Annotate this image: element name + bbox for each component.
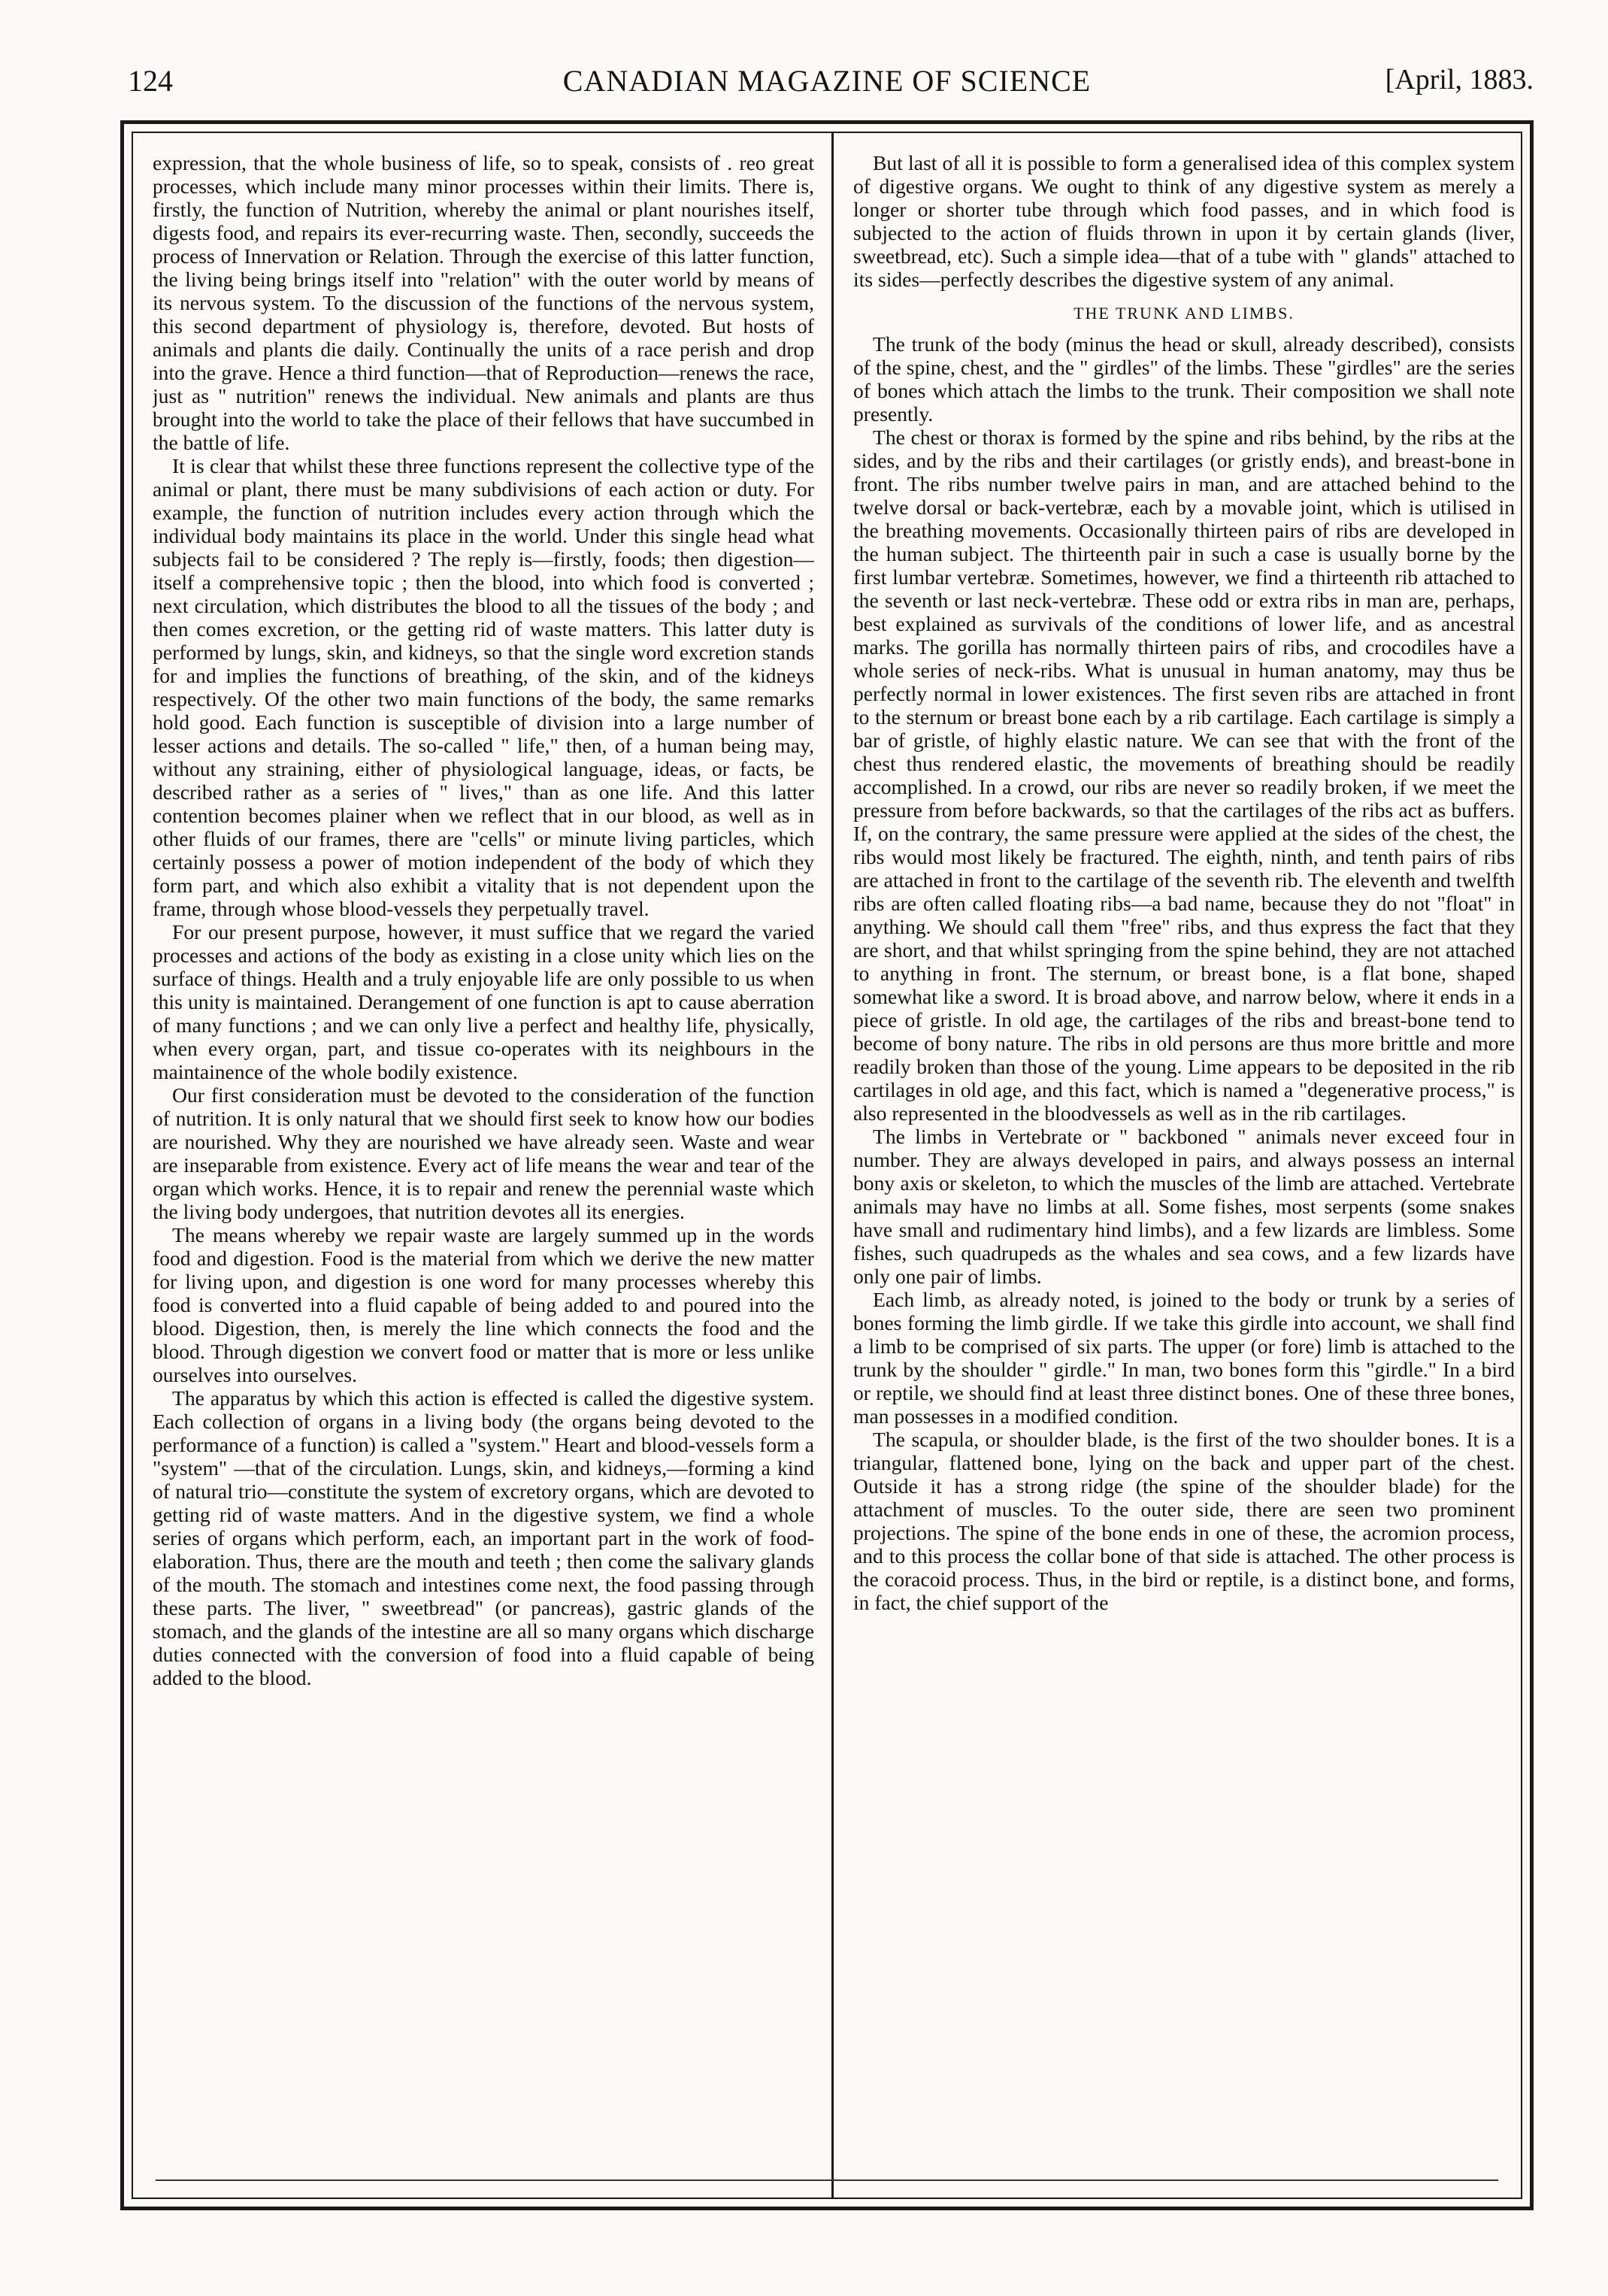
paragraph: Our first consideration must be devoted to the consideration of the function of nutrition. It is only natural that we should first seek to know how our bodies are nourished. Why they are nourished we have already seen. Waste and wear are inseparable from existence. Every act of life means the wear and tear of the organ which works. Hence, it is to repair and renew the perennial waste which the living body undergoes, that nutrition devotes all its energies. bbox=[153, 1083, 814, 1223]
paragraph: For our present purpose, however, it must suffice that we regard the varied processes and actions of the body as existing in a close unity which lies on the surface of things. Health and a truly enjoyable life are only possible to us when this unity is maintained. Derangement of one function is apt to cause aberration of many functions ; and we can only live a perfect and healthy life, physically, when every organ, part, and tissue co-operates with its neighbours in the maintainence of the whole bodily existence. bbox=[153, 920, 814, 1083]
magazine-title: CANADIAN MAGAZINE OF SCIENCE bbox=[562, 64, 1092, 98]
page-frame bbox=[120, 120, 1534, 2210]
bottom-rule bbox=[156, 2179, 1498, 2181]
paragraph: But last of all it is possible to form a generalised idea of this complex system of digestive organs. We ought to think of any digestive system as merely a longer or shorter tube through which food passes, and in which food is subjected to the action of fluids thrown in upon it by certain glands (liver, sweetbread, etc). Such a simple idea—that of a tube with " glands" attached to its sides—perfectly describes the digestive system of any animal. bbox=[853, 151, 1515, 291]
paragraph: expression, that the whole business of life, so to speak, consists of . reo great processes, which include many minor processes within their limits. There is, firstly, the function of Nutrition, whereby the animal or plant nourishes itself, digests food, and repairs its ever-recurring waste. Then, secondly, succeeds the process of Innervation or Relation. Through the exercise of this latter function, the living being brings itself into "relation" with the outer world by means of its nervous system. To the discussion of the functions of the nervous system, this second department of physiology is, therefore, devoted. But hosts of animals and plants die daily. Continually the units of a race perish and drop into the grave. Hence a third function—that of Reproduction—renews the race, just as " nutrition" renews the individual. New animals and plants are thus brought into the world to take the place of their fellows that have succumbed in the battle of life. bbox=[153, 151, 814, 454]
running-header bbox=[120, 59, 1534, 104]
section-heading: THE TRUNK AND LIMBS. bbox=[1074, 304, 1295, 323]
paragraph: The scapula, or shoulder blade, is the first of the two shoulder bones. It is a triangular, flattened bone, lying on the back and upper part of the chest. Outside it has a strong ridge (the spine of the shoulder blade) for the attachment of muscles. To the outer side, there are seen two prominent projections. The spine of the bone ends in one of these, the acromion process, and to this process the collar bone of that side is attached. The other process is the coracoid process. Thus, in the bird or reptile, is a distinct bone, and forms, in fact, the chief support of the bbox=[853, 1428, 1515, 1614]
left-column bbox=[153, 151, 814, 2167]
paragraph: The limbs in Vertebrate or " backboned " animals never exceed four in number. They are always developed in pairs, and always possess an internal bony axis or skeleton, to which the muscles of the limb are attached. Vertebrate animals may have no limbs at all. Some fishes, most serpents (some snakes have small and rudimentary hind limbs), and a few lizards are limbless. Some fishes, such quadrupeds as the whales and sea cows, and a few lizards have only one pair of limbs. bbox=[853, 1125, 1515, 1288]
paragraph: Each limb, as already noted, is joined to the body or trunk by a series of bones forming the limb girdle. If we take this girdle into account, we shall find a limb to be comprised of six parts. The upper (or fore) limb is attached to the trunk by the shoulder " girdle." In man, two bones form this "girdle." In a bird or reptile, we should find at least three distinct bones. One of these three bones, man possesses in a modified condition. bbox=[853, 1288, 1515, 1428]
column-divider bbox=[831, 133, 834, 2198]
paragraph: The trunk of the body (minus the head or skull, already described), consists of the spine, chest, and the " girdles" of the limbs. These "girdles" are the series of bones which attach the limbs to the trunk. Their composition we shall note presently. bbox=[853, 332, 1515, 426]
inner-frame bbox=[132, 132, 1522, 2199]
paragraph: The apparatus by which this action is effected is called the digestive system. Each collection of organs in a living body (the organs being devoted to the performance of a function) is called a "system." Heart and blood-vessels form a "system" —that of the circulation. Lungs, skin, and kidneys,—forming a kind of natural trio—constitute the system of excretory organs, which are devoted to getting rid of waste matters. And in the digestive system, we find a whole series of organs which perform, each, an important part in the work of food-elaboration. Thus, there are the mouth and teeth ; then come the salivary glands of the mouth. The stomach and intestines come next, the food passing through these parts. The liver, " sweetbread" (or pancreas), gastric glands of the stomach, and the glands of the intestine are all so many organs which discharge duties connected with the conversion of food into a fluid capable of being added to the blood. bbox=[153, 1386, 814, 1689]
paragraph: The chest or thorax is formed by the spine and ribs behind, by the ribs at the sides, and by the ribs and their cartilages (or gristly ends), and breast-bone in front. The ribs number twelve pairs in man, and are attached behind to the twelve dorsal or back-vertebræ, each by a movable joint, which is utilised in the breathing movements. Occasionally thirteen pairs of ribs are developed in the human subject. The thirteenth pair in such a case is usually borne by the first lumbar vertebræ. Sometimes, however, we find a thirteenth rib attached to the seventh or last neck-vertebræ. These odd or extra ribs in man are, perhaps, best explained as survivals of the conditions of lower life, and as ancestral marks. The gorilla has normally thirteen pairs of ribs, and crocodiles have a whole series of neck-ribs. What is unusual in human anatomy, may thus be perfectly normal in lower existences. The first seven ribs are attached in front to the sternum or breast bone each by a rib cartilage. Each cartilage is simply a bar of gristle, of highly elastic nature. We can see that with the front of the chest thus rendered elastic, the movements of breathing should be readily accomplished. In a crowd, our ribs are never so readily broken, if we meet the pressure from before backwards, so that the cartilages of the ribs act as buffers. If, on the contrary, the same pressure were applied at the sides of the chest, the ribs would most likely be fractured. The eighth, ninth, and tenth pairs of ribs are attached in front to the cartilage of the seventh rib. The eleventh and twelfth ribs are often called floating ribs—a bad name, because they do not "float" in anything. We should call them "free" ribs, and thus express the fact that they are short, and that whilst springing from the spine behind, they are not attached to anything in front. The sternum, or breast bone, is a flat bone, shaped somewhat like a sword. It is broad above, and narrow below, where it ends in a piece of gristle. In old age, the cartilages of the ribs and breast-bone tend to become of bony nature. The ribs in old persons are thus more brittle and more readily broken than those of the young. Lime appears to be deposited in the rib cartilages in old age, and this fact, which is named a "degenerative process," is also represented in the bloodvessels as well as in the rib cartilages. bbox=[853, 426, 1515, 1125]
paragraph: It is clear that whilst these three functions represent the collective type of the animal or plant, there must be many subdivisions of each action or duty. For example, the function of nutrition includes every action through which the individual body maintains its place in the world. Under this single head what subjects fail to be considered ? The reply is—firstly, foods; then digestion—itself a comprehensive topic ; then the blood, into which food is converted ; next circulation, which distributes the blood to all the tissues of the body ; and then comes excretion, or the getting rid of waste matters. This latter duty is performed by lungs, skin, and kidneys, so that the single word excretion stands for and implies the functions of breathing, of the skin, and of the kidneys respectively. Of the other two main functions of the body, the same remarks hold good. Each function is susceptible of division into a large number of lesser actions and details. The so-called " life," then, of a human being may, without any straining, either of physiological language, ideas, or facts, be described rather as a series of " lives," than as one life. And this latter contention becomes plainer when we reflect that in our blood, as well as in other fluids of our frames, there are "cells" or minute living particles, which certainly possess a power of motion independent of the body of which they form part, and which also exhibit a vitality that is not dependent upon the frame, through whose blood-vessels they perpetually travel. bbox=[153, 454, 814, 920]
issue-date: [April, 1883. bbox=[1385, 64, 1534, 95]
paragraph: The means whereby we repair waste are largely summed up in the words food and digestion. Food is the material from which we derive the new matter for living upon, and digestion is one word for many processes whereby this food is converted into a fluid capable of being added to and poured into the blood. Digestion, then, is merely the line which connects the food and the blood. Through digestion we convert food or matter that is more or less unlike ourselves into ourselves. bbox=[153, 1223, 814, 1386]
right-column bbox=[853, 151, 1515, 2167]
page-number: 124 bbox=[128, 64, 173, 98]
